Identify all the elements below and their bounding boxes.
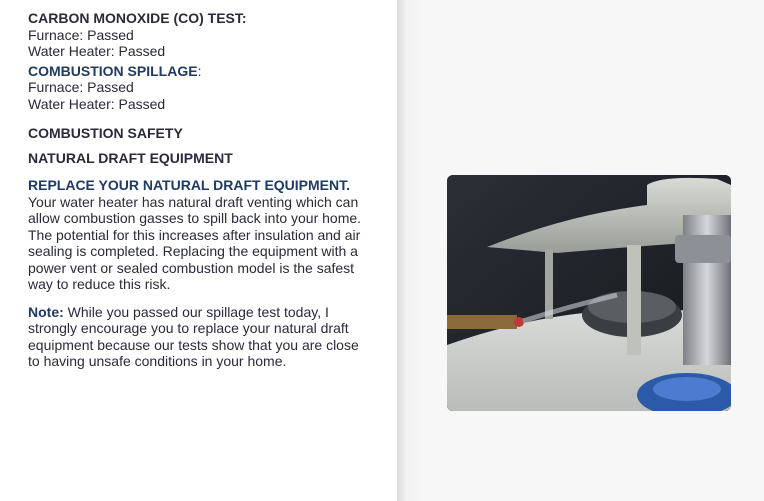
spillage-furnace-result: Furnace: Passed [28, 79, 134, 95]
recommendation-paragraph [28, 177, 364, 293]
co-test-furnace-result: Furnace: Passed [28, 26, 134, 43]
recommendation-body: Your water heater has natural draft venting which can allow combustion gasses to spill back into your home. The potential for this increases after insulation and air sealing is completed. Replacing the equipment with a power vent or sealed combustion model is the safest way to reduce this risk. [28, 193, 362, 292]
combustion-safety-section [28, 125, 364, 166]
recommendation-lead: REPLACE YOUR NATURAL DRAFT EQUIPMENT. [28, 177, 351, 193]
spillage-heading-line [28, 63, 364, 80]
spillage-section [28, 63, 364, 113]
report-content [28, 10, 364, 370]
co-test-heading: CARBON MONOXIDE (CO) TEST: [28, 10, 247, 26]
spillage-heading: COMBUSTION SPILLAGE [28, 62, 198, 79]
smoke-pencil-shape [447, 315, 517, 329]
water-heater-draft-hood-photo [447, 175, 731, 411]
section-subtitle: NATURAL DRAFT EQUIPMENT [28, 149, 233, 166]
blue-fitting-top-shape [653, 377, 721, 401]
note-paragraph [28, 304, 364, 370]
hood-leg-right [627, 245, 641, 355]
smoke-tip-shape [514, 317, 524, 327]
co-test-water-heater-result: Water Heater: Passed [28, 43, 166, 59]
spillage-heading-colon: : [197, 62, 202, 79]
co-test-section [28, 10, 364, 60]
pipe-fitting-shape [675, 235, 731, 263]
section-title: COMBUSTION SAFETY [28, 125, 183, 141]
hood-leg-left [545, 249, 553, 319]
note-label: Note: [28, 303, 64, 320]
spillage-water-heater-result: Water Heater: Passed [28, 95, 166, 112]
note-body: While you passed our spillage test today, I strongly encourage you to replace your natural draft equipment because our tests show that you are close to having unsafe conditions in your home. [28, 303, 359, 369]
